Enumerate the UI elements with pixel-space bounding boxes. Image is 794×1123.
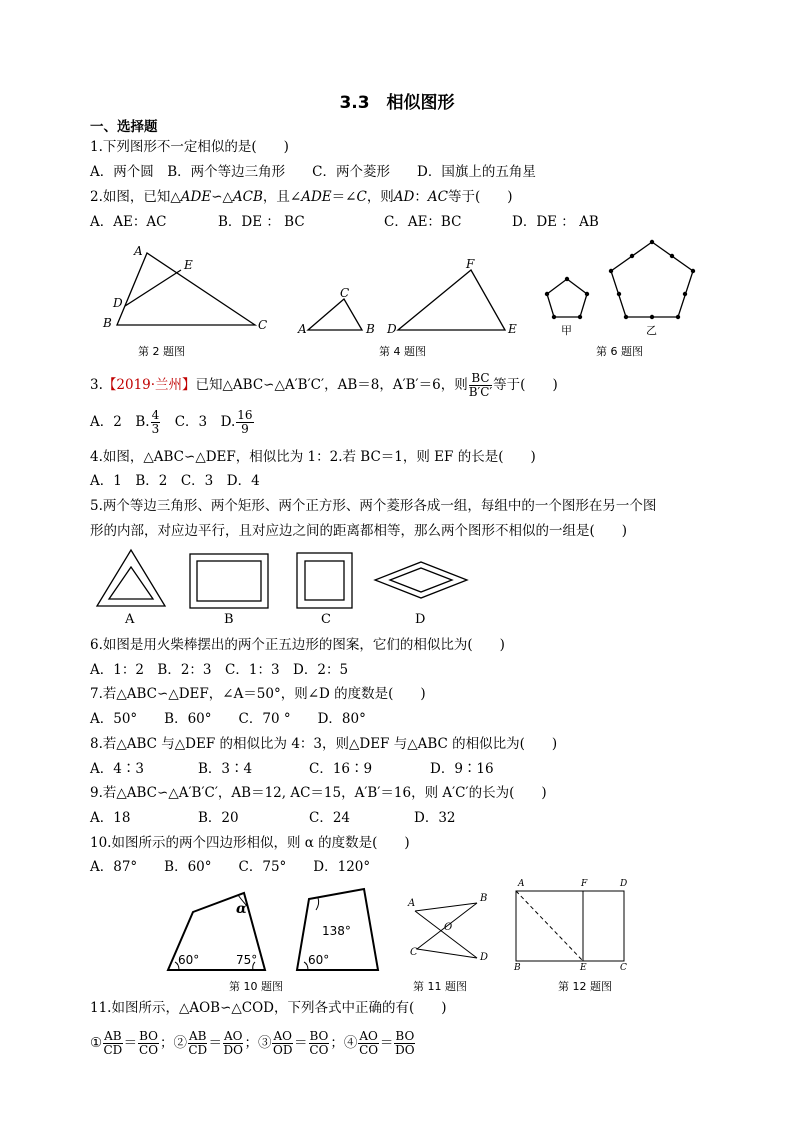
q4-stem: 4.如图，△ABC∽△DEF，相似比为 1：2.若 BC＝1，则 EF 的长是( ) — [90, 449, 536, 465]
fig11-label-b: B — [480, 893, 488, 904]
fig6-label-yi: 乙 — [646, 324, 657, 337]
q11-options: ① $\frac{AB}{CD}$ ＝ $\frac{BO}{CO}$ ；② $\frac{AB}{CD}$ ＝ $\frac{AO}{DO}$ ；③ $\frac{AO}{OD}$ ＝ $\frac{BO}{CO}$ ；④ $\frac{AO}{CO}$ ＝ $\frac{BO}{DO}$ — [90, 1029, 415, 1057]
fig12-label-e: E — [580, 963, 587, 973]
q5-line1: 5.两个等边三角形、两个矩形、两个正方形、两个菱形各成一组，每组中的一个图形在另一个图 — [90, 498, 657, 514]
q3-source-tag: 【2019·兰州】 — [102, 377, 196, 393]
fig10-alpha: α — [236, 901, 247, 917]
caption-q6: 第 6 题图 — [596, 345, 643, 358]
fig2-label-b: B — [103, 316, 112, 330]
q8-option-a: A．4∶3 — [90, 761, 144, 777]
fig12-label-b: B — [514, 963, 521, 973]
fig12-label-a: A — [518, 879, 525, 889]
page-title: 3.3 相似图形 — [339, 93, 455, 113]
caption-q4: 第 4 题图 — [379, 345, 426, 358]
q4-options: A．1 B．2 C．3 D．4 — [90, 473, 260, 489]
q5-label-d: D — [415, 612, 426, 627]
fig4-label-b: B — [366, 322, 375, 336]
fig2-label-a: A — [134, 244, 143, 258]
fig2-label-d: D — [113, 296, 123, 310]
q11-stem: 11.如图所示，△AOB∽△COD，下列各式中正确的有( ) — [90, 1000, 447, 1016]
q9-stem: 9.若△ABC∽△A′B′C′，AB＝12, AC＝15，A′B′＝16，则 A′C′的长为( ) — [90, 785, 547, 801]
q5-label-a: A — [125, 612, 135, 627]
fig10-angle-60a: 60° — [178, 953, 200, 967]
q5-line2: 形的内部，对应边平行，且对应边之间的距离都相等，那么两个图形不相似的一组是( ) — [90, 523, 628, 539]
q5-label-c: C — [321, 612, 331, 627]
q8-option-b: B．3∶4 — [198, 761, 253, 777]
fig4-label-d: D — [387, 322, 397, 336]
q7-stem: 7.若△ABC∽△DEF，∠A＝50°，则∠D 的度数是( ) — [90, 686, 426, 702]
fig10-angle-138: 138° — [322, 924, 351, 938]
q9-option-b: B．20 — [198, 810, 239, 826]
fig12-label-c: C — [620, 963, 627, 973]
q1-options: A．两个圆 B．两个等边三角形 C．两个菱形 D．国旗上的五角星 — [90, 164, 536, 180]
fig12-label-f: F — [581, 879, 588, 889]
q2-option-d: D．DE ： AB — [512, 214, 599, 230]
q2-option-a: A．AE：AC — [90, 214, 167, 230]
caption-q2: 第 2 题图 — [138, 345, 185, 358]
q5-label-b: B — [224, 612, 234, 627]
caption-q10: 第 10 题图 — [229, 980, 283, 993]
q2-option-b: B．DE ： BC — [218, 214, 305, 230]
q7-options: A．50° B．60° C．70 ° D．80° — [90, 711, 366, 727]
fig10-angle-75: 75° — [236, 953, 258, 967]
fig4-label-f: F — [466, 257, 475, 271]
q8-option-d: D．9∶16 — [430, 761, 494, 777]
caption-q12: 第 12 题图 — [558, 980, 612, 993]
q3-options: A．2 B. $\frac{4}{3}$ C．3 D. $\frac{16}{9}$ — [90, 408, 253, 436]
fig6-label-jia: 甲 — [561, 324, 572, 337]
fig11-label-c: C — [410, 947, 418, 958]
fig11-label-a: A — [408, 898, 416, 909]
caption-q11: 第 11 题图 — [413, 980, 467, 993]
fig10-angle-60b: 60° — [308, 953, 330, 967]
q3-fraction: $\frac{BC}{B'C'}$ — [468, 371, 493, 399]
fig4-label-e: E — [508, 322, 517, 336]
fig11-label-o: O — [444, 922, 453, 933]
q8-stem: 8.若△ABC 与△DEF 的相似比为 4：3，则△DEF 与△ABC 的相似比为( ) — [90, 736, 558, 752]
q10-stem: 10.如图所示的两个四边形相似，则 α 的度数是( ) — [90, 835, 410, 851]
q10-options: A．87° B．60° C．75° D．120° — [90, 859, 371, 875]
fig2-label-e: E — [184, 258, 193, 272]
fig11-label-d: D — [480, 952, 489, 963]
fig4-label-a: A — [298, 322, 307, 336]
fig4-label-c: C — [340, 286, 350, 300]
q3-stem: 3.【2019·兰州】已知△ABC∽△A′B′C′，AB＝8，A′B′＝6，则 $\frac{BC}{B'C'}$ 等于( ) — [90, 371, 558, 399]
q6-options: A．1：2 B．2：3 C．1：3 D．2：5 — [90, 662, 349, 678]
q2-stem: 2.如图，已知△ADE∽△ACB，且∠ADE＝∠C，则AD：AC等于( ) — [90, 189, 513, 205]
fig2-label-c: C — [258, 318, 268, 332]
section-heading: 一、选择题 — [90, 119, 158, 135]
q6-stem: 6.如图是用火柴棒摆出的两个正五边形的图案，它们的相似比为( ) — [90, 637, 505, 653]
q2-option-c: C．AE：BC — [384, 214, 462, 230]
q8-option-c: C．16∶9 — [309, 761, 373, 777]
fig12-label-d: D — [620, 879, 628, 889]
q1-stem: 1.下列图形不一定相似的是( ) — [90, 139, 289, 155]
q9-option-c: C．24 — [309, 810, 351, 826]
q9-option-d: D．32 — [414, 810, 456, 826]
q9-option-a: A．18 — [90, 810, 131, 826]
